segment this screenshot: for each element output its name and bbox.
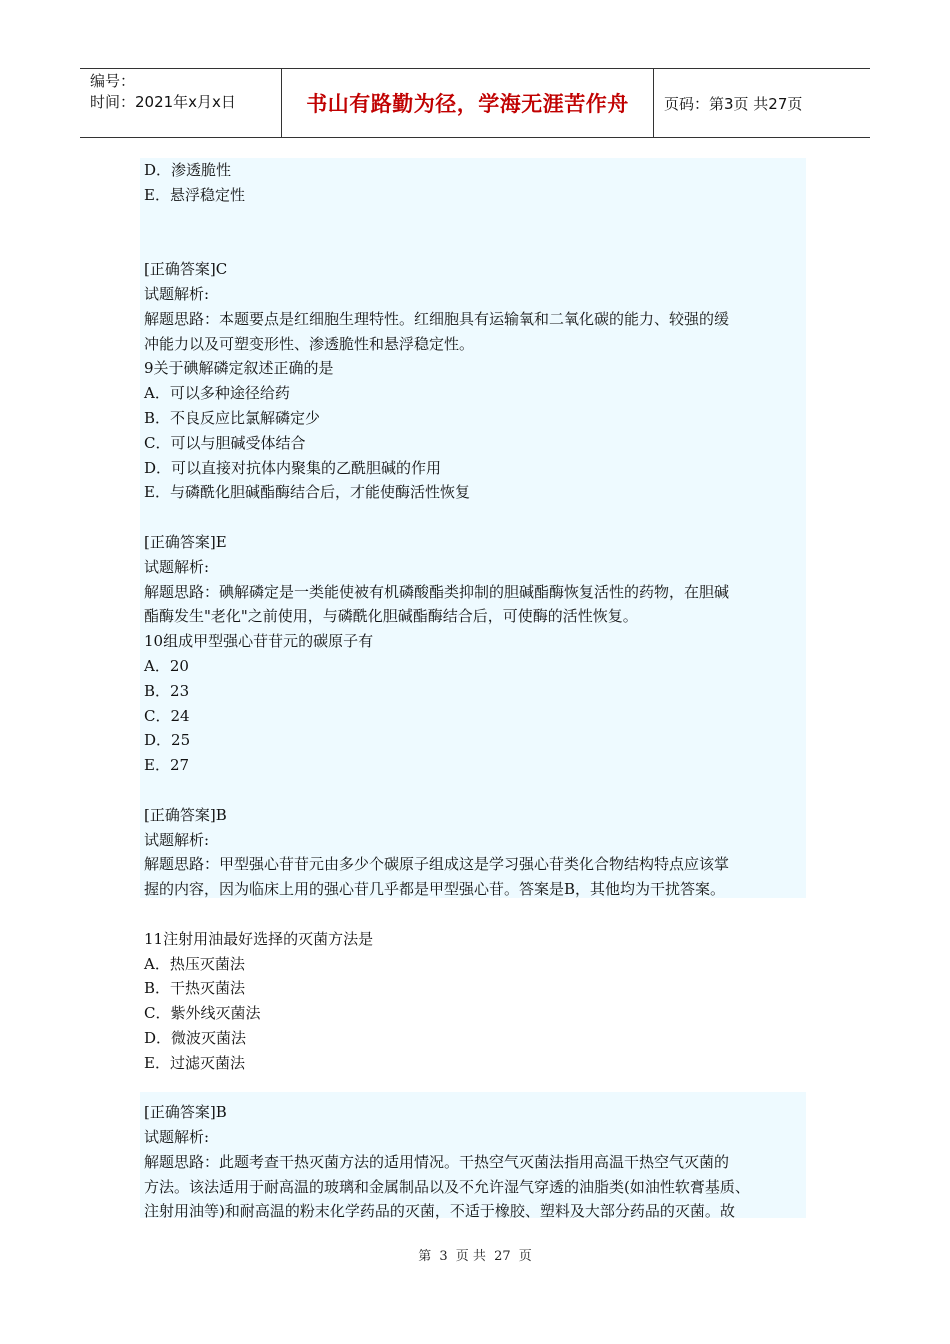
option-line: C．可以与胆碱受体结合 bbox=[144, 433, 306, 452]
option-line: A．可以多种途径给药 bbox=[144, 384, 290, 403]
question-title: 11注射用油最好选择的灭菌方法是 bbox=[144, 929, 374, 948]
spacer bbox=[144, 778, 808, 803]
answer-line: [正确答案]B bbox=[144, 805, 227, 824]
option-line: E．悬浮稳定性 bbox=[144, 185, 245, 204]
analysis-label: 试题解析: bbox=[144, 1128, 210, 1147]
analysis-label: 试题解析: bbox=[144, 557, 210, 576]
question-title: 9关于碘解磷定叙述正确的是 bbox=[144, 359, 334, 378]
page-footer bbox=[0, 1245, 950, 1264]
option-line: D．渗透脆性 bbox=[144, 161, 232, 179]
explanation-line: 解题思路：此题考查干热灭菌方法的适用情况。干热空气灭菌法指用高温干热空气灭菌的 bbox=[144, 1152, 730, 1171]
explanation-line: 解题思路：碘解磷定是一类能使被有机磷酸酯类抑制的胆碱酯酶恢复活性的药物，在胆碱 bbox=[144, 582, 730, 601]
option-line: E．与磷酰化胆碱酯酶结合后，才能使酶活性恢复 bbox=[144, 483, 470, 502]
header-motto-cell bbox=[282, 69, 654, 137]
page-label: 页码：第3页 共27页 bbox=[664, 94, 803, 113]
answer-line: [正确答案]B bbox=[144, 1103, 227, 1122]
footer-page-number: 3 bbox=[439, 1249, 448, 1264]
spacer bbox=[144, 902, 808, 927]
explanation-line: 冲能力以及可塑变形性、渗透脆性和悬浮稳定性。 bbox=[144, 334, 475, 353]
analysis-label: 试题解析: bbox=[144, 830, 210, 849]
document-body bbox=[144, 158, 808, 1224]
option-line: A．20 bbox=[144, 656, 189, 675]
explanation-line: 方法。该法适用于耐高温的玻璃和金属制品以及不允许湿气穿透的油脂类(如油性软膏基质、 bbox=[144, 1177, 750, 1196]
option-line: B．不良反应比氯解磷定少 bbox=[144, 408, 321, 427]
explanation-line: 酯酶发生"老化"之前使用，与磷酰化胆碱酯酶结合后，可使酶的活性恢复。 bbox=[144, 607, 638, 626]
analysis-label: 试题解析: bbox=[144, 284, 210, 303]
header-meta bbox=[80, 69, 282, 137]
footer-mid: 页 共 bbox=[455, 1249, 486, 1264]
motto: 书山有路勤为径，学海无涯苦作舟 bbox=[306, 92, 629, 116]
explanation-line: 注射用油等)和耐高温的粉末化学药品的灭菌，不适于橡胶、塑料及大部分药品的灭菌。故 bbox=[144, 1202, 735, 1221]
page-header bbox=[80, 68, 870, 138]
explanation-line: 解题思路：本题要点是红细胞生理特性。红细胞具有运输氧和二氧化碳的能力、较强的缓 bbox=[144, 309, 730, 328]
header-page-cell bbox=[654, 69, 870, 137]
spacer bbox=[144, 1075, 808, 1100]
answer-line: [正确答案]C bbox=[144, 260, 228, 279]
spacer bbox=[144, 505, 808, 530]
explanation-line: 握的内容，因为临床上用的强心苷几乎都是甲型强心苷。答案是B，其他均为干扰答案。 bbox=[144, 880, 726, 899]
explanation-line: 解题思路：甲型强心苷苷元由多少个碳原子组成这是学习强心苷类化合物结构特点应该掌 bbox=[144, 855, 730, 874]
option-line: E．过滤灭菌法 bbox=[144, 1053, 245, 1072]
time-label: 时间：2021年x月x日 bbox=[90, 93, 236, 111]
footer-total-pages: 27 bbox=[494, 1249, 511, 1264]
spacer bbox=[144, 208, 808, 258]
option-line: B．干热灭菌法 bbox=[144, 979, 246, 998]
footer-suffix: 页 bbox=[518, 1249, 532, 1264]
option-line: D．微波灭菌法 bbox=[144, 1028, 247, 1047]
option-line: D．25 bbox=[144, 731, 191, 750]
option-line: A．热压灭菌法 bbox=[144, 954, 245, 973]
option-line: D．可以直接对抗体内聚集的乙酰胆碱的作用 bbox=[144, 458, 442, 477]
option-line: E．27 bbox=[144, 756, 190, 775]
footer-prefix: 第 bbox=[418, 1249, 432, 1264]
answer-line: [正确答案]E bbox=[144, 532, 227, 551]
option-line: C．紫外线灭菌法 bbox=[144, 1004, 261, 1023]
number-label: 编号： bbox=[90, 72, 136, 90]
option-line: B．23 bbox=[144, 681, 190, 700]
option-line: C．24 bbox=[144, 706, 190, 725]
question-title: 10组成甲型强心苷苷元的碳原子有 bbox=[144, 632, 374, 651]
